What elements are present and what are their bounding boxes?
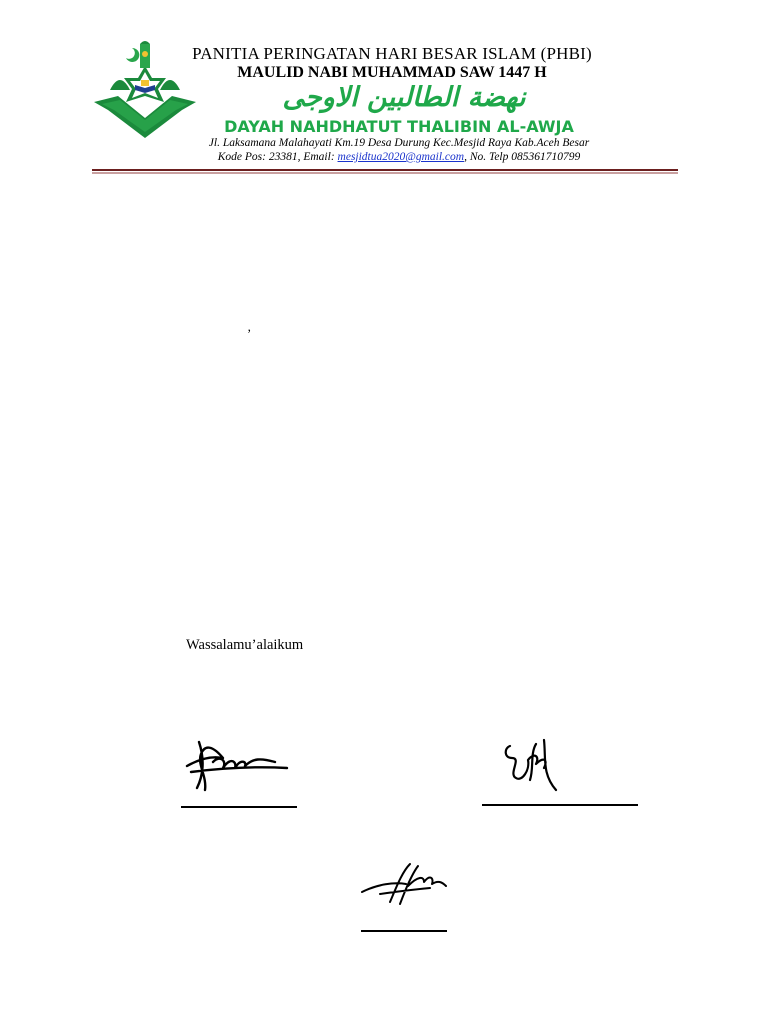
signature-line-bottom <box>361 930 447 932</box>
signature-left-icon <box>183 732 293 794</box>
header-divider <box>92 169 678 171</box>
arabic-name: نهضة الطالبين الاوجى <box>282 82 526 113</box>
dayah-name: DAYAH NAHDHATUT THALIBIN AL-AWJA <box>224 117 574 136</box>
committee-title: PANITIA PERINGATAN HARI BESAR ISLAM (PHBI) <box>192 44 592 63</box>
contact-prefix: Kode Pos: 23381, Email: <box>217 151 338 163</box>
stray-mark: ’ <box>247 326 252 341</box>
contact-suffix: , No. Telp 085361710799 <box>464 151 581 163</box>
contact-line <box>0 151 768 163</box>
email-link[interactable]: mesjidtua2020@gmail.com <box>337 151 465 163</box>
signature-bottom-icon <box>360 858 450 910</box>
signature-right-icon <box>500 734 562 794</box>
closing-greeting: Wassalamu’alaikum <box>186 637 304 653</box>
header-divider-shadow <box>92 172 678 174</box>
event-title: MAULID NABI MUHAMMAD SAW 1447 H <box>237 64 547 81</box>
signature-line-left <box>181 806 297 808</box>
address-line: Jl. Laksamana Malahayati Km.19 Desa Durung Kec.Mesjid Raya Kab.Aceh Besar <box>208 137 590 149</box>
signature-line-right <box>482 804 638 806</box>
